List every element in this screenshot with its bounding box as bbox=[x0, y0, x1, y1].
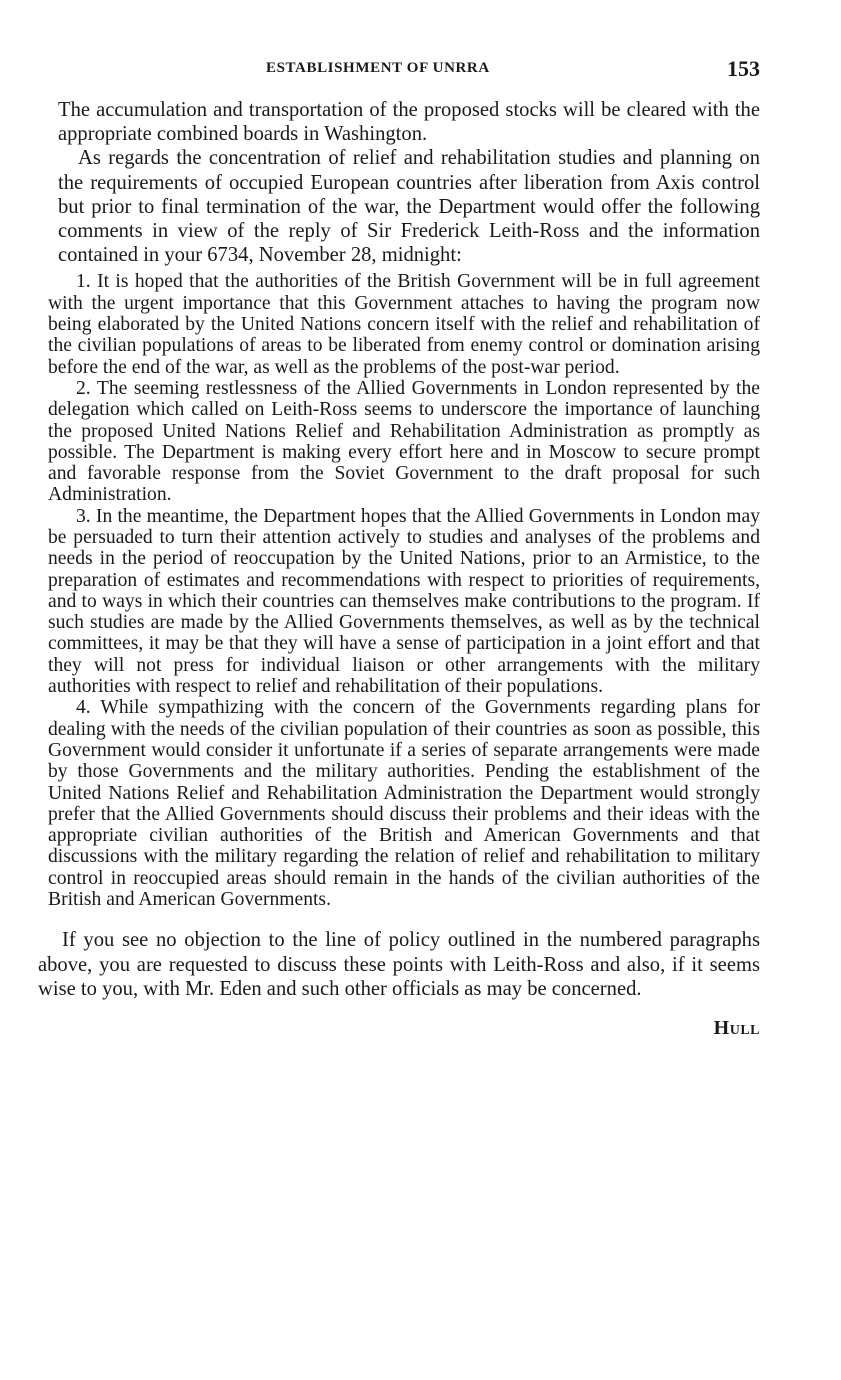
numbered-paragraph-2: 2. The seeming restlessness of the Allied Governments in London represented by the delegation which called on Leith-Ross seems to underscore the importance of launching the proposed United Nations Relief and Rehabilitation Administration as promptly as possible. The Department is making every effort here and in Moscow to secure prompt and favorable response from the Soviet Government to the draft proposal for such Administration. bbox=[48, 377, 760, 506]
intro-section bbox=[58, 98, 760, 267]
document-page bbox=[38, 52, 760, 1040]
running-head bbox=[38, 52, 760, 86]
numbered-paragraph-4: 4. While sympathizing with the concern of the Governments regarding plans for dealing with the needs of the civilian population of their countries as soon as possible, this Government would consider it unfortunate if a series of separate arrangements were made by those Governments and the military authorities. Pending the establishment of the United Nations Relief and Rehabilitation Administration the Department would strongly prefer that the Allied Governments should discuss their problems and their ideas with the appropriate civilian authorities of the British and American Governments and that discussions with the military regarding the relation of relief and rehabilitation to military control in reoccupied areas should remain in the hands of the civilian authorities of the British and American Governments. bbox=[48, 697, 760, 911]
closing-paragraph: If you see no objection to the line of policy outlined in the numbered paragraphs above, you are requested to discuss these points with Leith-Ross and also, if it seems wise to you, with Mr. Eden and such other officials as may be concerned. bbox=[38, 929, 760, 1000]
numbered-paragraph-3: 3. In the meantime, the Department hopes that the Allied Governments in London may be persuaded to turn their attention actively to studies and analyses of the problems and needs in the period of reoccupation by the United Nations, prior to an Armistice, to the preparation of estimates and recommendations with respect to priorities of requirements, and to ways in which their countries can themselves make contributions to the program. If such studies are made by the Allied Governments themselves, as well as by the technical committees, it may be that they will have a sense of participation in a joint effort and that they will not press for individual liaison or other arrangements with the military authorities with respect to relief and rehabilitation of their populations. bbox=[48, 505, 760, 698]
numbered-paragraph-1: 1. It is hoped that the authorities of the British Government will be in full agreement with the urgent importance that this Government attaches to having the program now being elaborated by the United Nations concern itself with the relief and rehabilitation of the civilian populations of areas to be liberated from enemy control or domination arising before the end of the war, as well as the problems of the post-war period. bbox=[48, 271, 760, 378]
numbered-comments bbox=[48, 271, 760, 910]
intro-paragraph: As regards the concentration of relief and rehabilitation studies and planning on the requirements of occupied European countries after liberation from Axis control but prior to final termination of the war, the Department would offer the following comments in view of the reply of Sir Frederick Leith-Ross and the information contained in your 6734, November 28, midnight: bbox=[58, 147, 760, 267]
closing-section bbox=[38, 928, 760, 1001]
intro-paragraph: The accumulation and transportation of the proposed stocks will be cleared with the appropriate combined boards in Washington. bbox=[58, 99, 760, 146]
page-number: 153 bbox=[727, 56, 760, 81]
signature: Hull bbox=[713, 1016, 760, 1039]
running-title: ESTABLISHMENT OF UNRRA bbox=[266, 60, 490, 76]
